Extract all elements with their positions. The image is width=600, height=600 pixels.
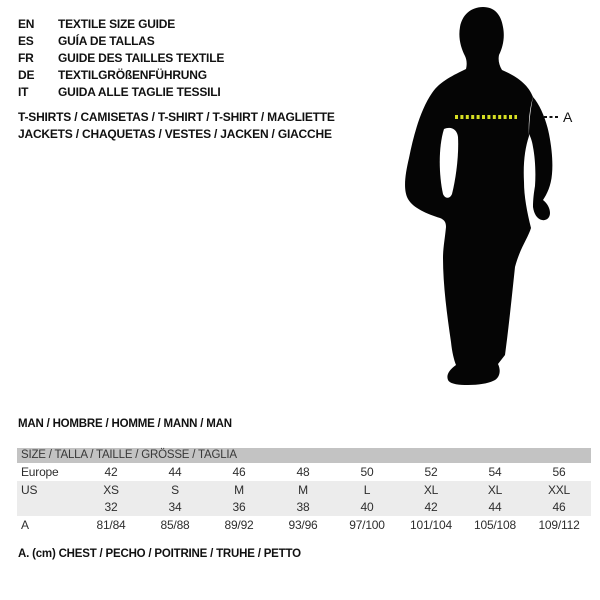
size-value: 44 [168, 465, 182, 479]
category-tshirts: T-SHIRTS / CAMISETAS / T-SHIRT / T-SHIRT / MAGLIETTE [18, 110, 335, 124]
size-value: 81/84 [96, 518, 126, 532]
size-table-header: SIZE / TALLA / TAILLE / GRÖSSE / TAGLIA [17, 448, 591, 463]
size-value: 38 [296, 500, 310, 514]
size-value: 101/104 [410, 518, 452, 532]
row-label: US [21, 482, 38, 497]
size-value: 46 [232, 465, 246, 479]
size-value: 89/92 [224, 518, 254, 532]
man-right-arm [529, 97, 552, 220]
row-label: Europe [21, 465, 59, 479]
size-value: 56 [552, 465, 566, 479]
language-row [18, 15, 224, 32]
size-value: 109/112 [538, 518, 580, 532]
size-value: S [171, 482, 179, 497]
size-value: 32 [104, 500, 118, 514]
size-value: 50 [360, 465, 374, 479]
section-title-man: MAN / HOMBRE / HOMME / MANN / MAN [18, 418, 232, 430]
language-row [18, 66, 224, 83]
size-value: 44 [488, 500, 502, 514]
size-value: 85/88 [160, 518, 190, 532]
size-value: 34 [168, 500, 182, 514]
garment-categories [18, 109, 335, 143]
language-label: GUIDE DES TAILLES TEXTILE [58, 50, 225, 65]
language-code: DE [18, 67, 35, 82]
size-value: 48 [296, 465, 310, 479]
category-jackets: JACKETS / CHAQUETAS / VESTES / JACKEN / GIACCHE [18, 127, 332, 141]
size-value: 93/96 [288, 518, 318, 532]
language-row [18, 83, 224, 100]
language-code: EN [18, 16, 35, 31]
language-label: GUÍA DE TALLAS [58, 33, 155, 48]
language-code: IT [18, 84, 29, 99]
table-row-us [17, 481, 591, 498]
size-value: 42 [104, 465, 118, 479]
size-value: 36 [232, 500, 246, 514]
language-label: TEXTILE SIZE GUIDE [58, 16, 176, 31]
language-code: FR [18, 50, 34, 65]
measure-label-a: A [563, 109, 573, 125]
size-value: 42 [424, 500, 438, 514]
language-row [18, 32, 224, 49]
language-code: ES [18, 33, 34, 48]
size-value: M [298, 482, 308, 497]
row-label: A [21, 518, 29, 532]
size-value: XS [103, 482, 119, 497]
size-value: 54 [488, 465, 502, 479]
man-silhouette [405, 7, 533, 385]
language-list [18, 15, 224, 100]
table-row-us-numeric [17, 498, 591, 516]
size-figure [395, 0, 600, 410]
size-value: 105/108 [474, 518, 516, 532]
size-value: XXL [547, 482, 571, 497]
size-value: 97/100 [349, 518, 385, 532]
table-row-europe [17, 463, 591, 481]
size-value: 52 [424, 465, 438, 479]
measurement-footnote: A. (cm) CHEST / PECHO / POITRINE / TRUHE / PETTO [18, 548, 301, 560]
size-value: XL [423, 482, 439, 497]
language-label: TEXTILGRÖßENFÜHRUNG [58, 67, 207, 82]
size-value: L [363, 482, 371, 497]
size-value: 46 [552, 500, 566, 514]
table-row-chest-cm [17, 516, 591, 534]
size-value: XL [487, 482, 503, 497]
language-row [18, 49, 224, 66]
language-label: GUIDA ALLE TAGLIE TESSILI [58, 84, 221, 99]
size-table [17, 448, 591, 534]
size-value: 40 [360, 500, 374, 514]
size-value: M [234, 482, 244, 497]
